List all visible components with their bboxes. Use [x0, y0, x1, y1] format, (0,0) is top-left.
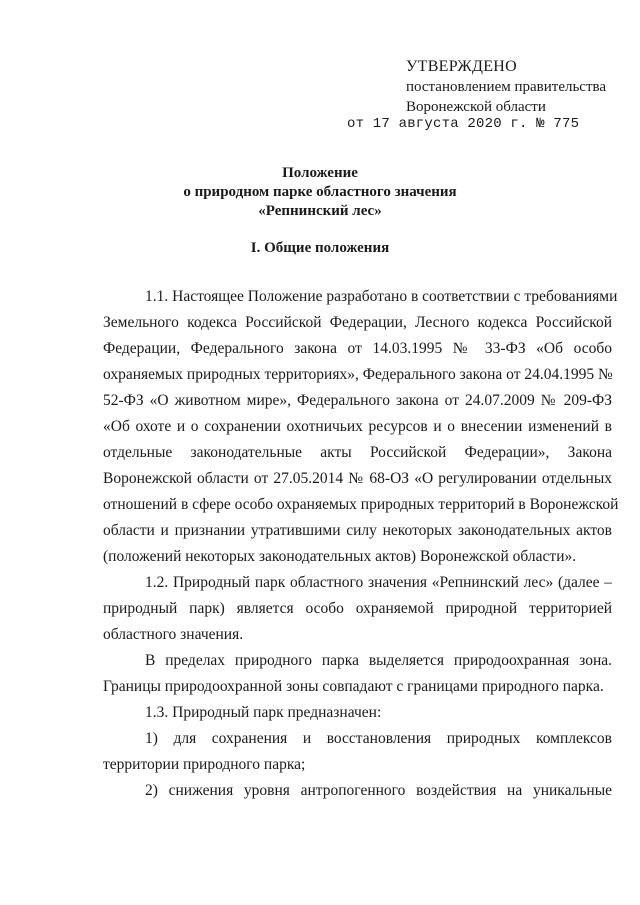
paragraph-protected-zone: [103, 648, 612, 700]
text-line: 52-ФЗ «О животном мире», Федерального закона от 24.07.2009 № 209-ФЗ: [103, 392, 612, 409]
approval-heading: УТВЕРЖДЕНО: [406, 58, 518, 75]
paragraph-1-3: [103, 700, 612, 726]
text-line: 1.2. Природный парк областного значения «Репнинский лес» (далее –: [145, 574, 612, 591]
title-line: «Репнинский лес»: [258, 203, 382, 219]
text-line: Земельного кодекса Российской Федерации, Лесного кодекса Российской: [103, 314, 612, 331]
text-line: отношений в сфере особо охраняемых природных территорий в Воронежской: [103, 496, 619, 513]
text-line: В пределах природного парка выделяется природоохранная зона.: [145, 652, 612, 669]
text-line: 2) снижения уровня антропогенного воздействия на уникальные: [145, 782, 612, 799]
text-line: 1) для сохранения и восстановления природных комплексов: [145, 730, 612, 747]
title-line: о природном парке областного значения: [183, 184, 457, 200]
document-title: [0, 164, 640, 221]
document-body: [103, 284, 619, 804]
paragraph-1-2: [103, 570, 612, 648]
text-line: охраняемых природных территориях», Федерального закона от 24.04.1995 №: [103, 366, 613, 383]
approval-stamp: [406, 57, 606, 117]
text-line: области и признании утратившими силу некоторых законодательных актов: [103, 522, 612, 539]
text-line: Границы природоохранной зоны совпадают с границами природного парка.: [103, 678, 604, 695]
approval-date: от 17 августа 2020 г. № 775: [347, 116, 580, 132]
text-line: отдельные законодательные акты Российской Федерации», Закона: [103, 444, 612, 461]
title-line: Положение: [282, 165, 358, 181]
text-line: (положений некоторых законодательных актов) Воронежской области».: [103, 548, 577, 565]
text-line: территории природного парка;: [103, 756, 306, 773]
text-line: Воронежской области от 27.05.2014 № 68-ОЗ «О регулировании отдельных: [103, 470, 612, 487]
section-heading: I. Общие положения: [250, 240, 390, 256]
text-line: природный парк) является особо охраняемой природной территорией: [103, 600, 612, 617]
list-item-1: [103, 726, 612, 778]
paragraph-1-1: [103, 284, 619, 570]
text-line: 1.1. Настоящее Положение разработано в соответствии с требованиями: [145, 288, 618, 305]
approval-authority-line: постановлением правительства: [406, 79, 607, 95]
text-line: Федерации, Федерального закона от 14.03.1995 № 33-ФЗ «Об особо: [103, 340, 612, 357]
text-line: 1.3. Природный парк предназначен:: [145, 704, 382, 721]
text-line: областного значения.: [103, 626, 244, 643]
list-item-2: [103, 778, 612, 804]
approval-region-line: Воронежской области: [406, 99, 546, 115]
text-line: «Об охоте и о сохранении охотничьих ресурсов и о внесении изменений в: [103, 418, 612, 435]
